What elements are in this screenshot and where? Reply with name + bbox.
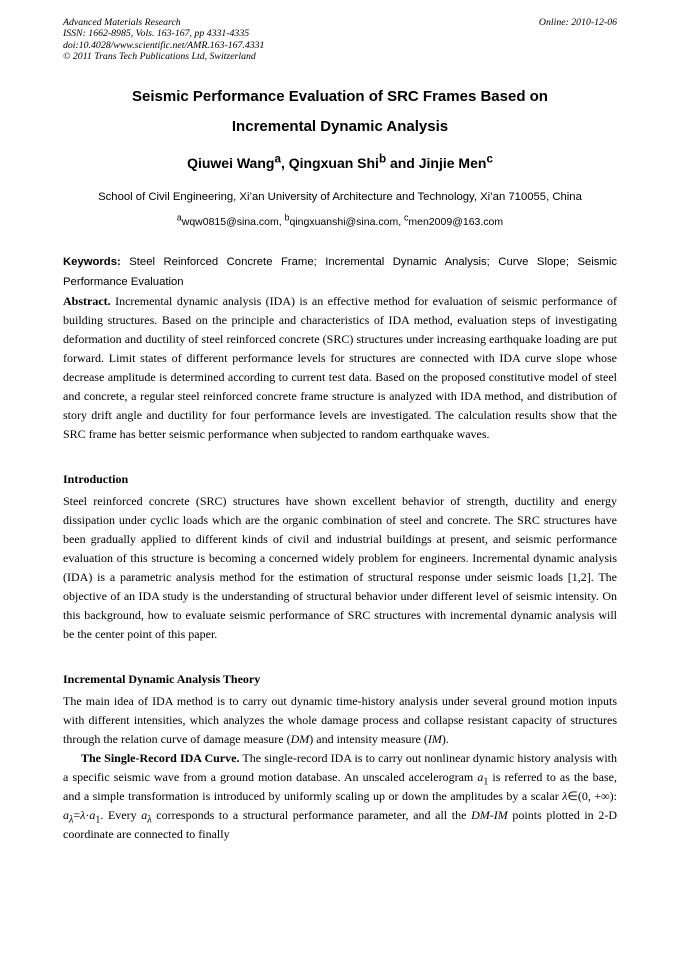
section-heading-ida-theory: Incremental Dynamic Analysis Theory — [63, 672, 261, 687]
author-name-2: Qingxuan Shi — [288, 155, 379, 172]
dm-im-variable: DM-IM — [471, 808, 508, 823]
keywords-block — [63, 253, 617, 292]
doi-line: doi:10.4028/www.scientific.net/AMR.163-167.4331 — [63, 39, 265, 51]
authors-line — [63, 152, 617, 172]
author-affil-sup-b: b — [378, 152, 387, 166]
abstract-text: Incremental dynamic analysis (IDA) is an effective method for evaluation of seismic performance of building structures. Based on the principle and characteristics of IDA method, evaluation steps of investigating deformation and ductility of steel reinforced concrete (SRC) structures under increasing earthquake loading are put forward. Limit states of different performance levels for structures are connected with IDA curve slope whose decrease amplitude is determined according to current test data. Based on the proposed constitutive model of steel and concrete, a regular steel reinforced concrete frame structure is analyzed with IDA method, and distribution of story drift angle and ductility for four performance levels are investigated. The calculation results show that the SRC frame has better seismic performance when subjected to random earthquake waves. — [63, 294, 617, 442]
introduction-paragraph: Steel reinforced concrete (SRC) structures have shown excellent behavior of strength, ductility and energy dissipation under cyclic loads which are the organic combination of steel and concrete. The SRC structures have been gradually applied to different kinds of civil and industrial buildings at present, and seismic performance evaluation of this structure is becoming a concerned widely problem for engineers. Incremental dynamic analysis (IDA) is a parametric analysis method for the estimation of structural response under seismic loads [1,2]. The objective of an IDA study is the understanding of structural behavior under different level of seismic intensity. On this background, how to evaluate seismic performance of SRC structures with incremental dynamic analysis will be the center point of this paper. — [63, 494, 617, 642]
lambda-variable: λ — [80, 808, 86, 823]
accelerogram-variable: a — [89, 808, 96, 823]
emails-line — [63, 212, 617, 229]
lambda-domain: ∈(0, +∞): — [567, 789, 617, 804]
im-variable: IM — [427, 732, 442, 747]
single-record-text-3: . Every — [100, 808, 142, 823]
author-affil-sup-a: a — [274, 152, 281, 166]
multiplication-dot: · — [85, 808, 90, 823]
email-sup-b: b — [284, 212, 290, 223]
issn-line: ISSN: 1662-8985, Vols. 163-167, pp 4331-4335 — [63, 28, 250, 40]
online-date: Online: 2010-12-06 — [538, 17, 617, 28]
theory-text-1: The main idea of IDA method is to carry out dynamic time-history analysis under several ground motion inputs with different intensities, which analyzes the whole damage process and collapse resistant capacity of structures through the relation curve of damage measure ( — [63, 694, 617, 747]
single-record-text-4: corresponds to a structural performance parameter, and all the — [151, 808, 472, 823]
subscript-lambda: λ — [147, 814, 152, 826]
journal-header-left — [63, 17, 264, 62]
abstract-block — [63, 292, 617, 444]
author-name-1: Qiuwei Wang — [187, 155, 275, 172]
section-heading-introduction: Introduction — [63, 472, 129, 487]
ida-theory-paragraph — [63, 692, 617, 749]
single-record-text-1: The single-record IDA is to carry out nonlinear dynamic history analysis with a specific seismic wave from a ground motion database. An unscaled accelerogram — [63, 751, 617, 785]
paper-title — [63, 82, 617, 142]
theory-text-2: ) and intensity measure ( — [309, 732, 428, 747]
subscript-lambda: λ — [69, 814, 74, 826]
author-affil-sup-c: c — [486, 152, 493, 166]
title-line-2: Incremental Dynamic Analysis — [231, 118, 449, 136]
email-sup-a: a — [176, 212, 182, 223]
accelerogram-variable: a — [63, 808, 69, 823]
copyright-line: © 2011 Trans Tech Publications Ltd, Switzerland — [63, 50, 256, 62]
email-address-1: wqw0815@sina.com, — [181, 216, 285, 229]
single-record-text-2: is referred to as the base, and a simple transformation is introduced by uniformly scaling up or down the amplitudes by a scalar — [63, 770, 618, 804]
accelerogram-variable: a — [141, 808, 148, 823]
single-record-paragraph — [63, 749, 617, 844]
equals-sign: = — [73, 808, 81, 823]
author-name-3: Jinjie Men — [418, 155, 487, 172]
journal-header — [63, 17, 617, 62]
journal-name: Advanced Materials Research — [63, 17, 181, 28]
author-separator-2: and — [386, 155, 419, 172]
affiliation-line: School of Civil Engineering, Xi’an University of Architecture and Technology, Xi’an 710055, China — [98, 191, 582, 204]
email-address-3: men2009@163.com — [408, 216, 504, 229]
title-line-1: Seismic Performance Evaluation of SRC Frames Based on — [132, 88, 548, 106]
accelerogram-variable: a — [477, 770, 484, 785]
theory-text-3: ). — [441, 732, 449, 747]
subscript-one: 1 — [483, 776, 489, 788]
email-sup-c: c — [404, 212, 409, 223]
keywords-label: Keywords: — [63, 256, 121, 269]
author-separator-1: , — [280, 155, 289, 172]
keywords-text: Steel Reinforced Concrete Frame; Incremental Dynamic Analysis; Curve Slope; Seismic Performance Evaluation — [63, 256, 617, 288]
lambda-variable: λ — [562, 789, 568, 804]
email-address-2: qingxuanshi@sina.com, — [289, 216, 405, 229]
single-record-run-in-heading: The Single-Record IDA Curve. — [81, 751, 240, 766]
abstract-label: Abstract. — [63, 294, 111, 309]
dm-variable: DM — [290, 732, 310, 747]
single-record-text-5: points plotted in 2-D coordinate are connected to finally — [63, 808, 617, 842]
subscript-one: 1 — [95, 814, 101, 826]
